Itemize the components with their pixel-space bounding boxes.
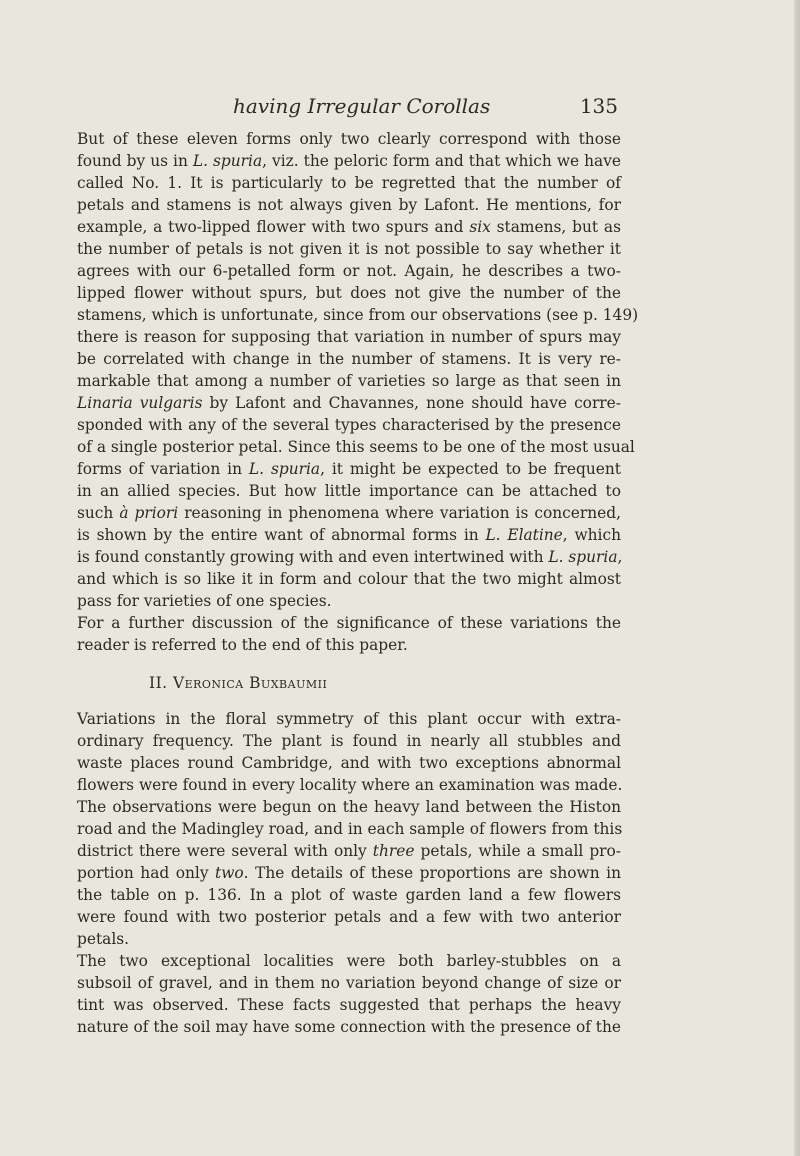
text-line: stamens, which is unfortunate, since from our observations (see p. 149): [77, 306, 639, 324]
text-line: called No. 1. It is particularly to be regretted that the number of: [77, 174, 621, 192]
text-line: The two exceptional localities were both barley-stubbles on a: [77, 952, 621, 970]
text-line: be correlated with change in the number of stamens. It is very re-: [77, 350, 621, 368]
text-line: there is reason for supposing that variation in number of spurs may: [77, 328, 621, 346]
body-text: [77, 128, 639, 1038]
text-line: tint was observed. These facts suggested that perhaps the heavy: [77, 996, 621, 1014]
text-line: The observations were begun on the heavy land between the Histon: [77, 798, 621, 816]
text-line: Variations in the floral symmetry of this plant occur with extra-: [77, 710, 621, 728]
page-number: 135: [579, 94, 618, 118]
text-line: were found with two posterior petals and a few with two anterior: [77, 908, 621, 926]
text-line: of a single posterior petal. Since this seems to be one of the most usual: [77, 438, 635, 456]
text-line: forms of variation in L. spuria, it might be expected to be frequent: [77, 460, 621, 478]
section-heading: [77, 672, 621, 694]
text-line: agrees with our 6-petalled form or not. Again, he describes a two-: [77, 262, 621, 280]
text-line: the table on p. 136. In a plot of waste garden land a few flowers: [77, 886, 621, 904]
text-line: ordinary frequency. The plant is found in nearly all stubbles and: [77, 732, 621, 750]
text-line: is found constantly growing with and even intertwined with L. spuria,: [77, 548, 623, 566]
text-line: nature of the soil may have some connection with the presence of the: [77, 1018, 622, 1036]
text-line: flowers were found in every locality where an examination was made.: [77, 776, 623, 794]
text-line: petals and stamens is not always given by Lafont. He mentions, for: [77, 196, 621, 214]
text-line: Linaria vulgaris by Lafont and Chavannes, none should have corre-: [77, 394, 621, 412]
text-line: reader is referred to the end of this paper.: [77, 636, 408, 654]
text-line: portion had only two. The details of these proportions are shown in: [77, 864, 621, 882]
page-header: [0, 94, 800, 124]
text-line: But of these eleven forms only two clearly correspond with those: [77, 130, 621, 148]
text-line: in an allied species. But how little importance can be attached to: [77, 482, 621, 500]
text-line: subsoil of gravel, and in them no variation beyond change of size or: [77, 974, 621, 992]
text-line: petals.: [77, 930, 130, 948]
text-line: found by us in L. spuria, viz. the peloric form and that which we have: [77, 152, 621, 170]
paragraph-1: [77, 128, 639, 612]
text-line: district there were several with only three petals, while a small pro-: [77, 842, 621, 860]
text-line: and which is so like it in form and colour that the two might almost: [77, 570, 621, 588]
text-line: waste places round Cambridge, and with two exceptions abnormal: [77, 754, 621, 772]
text-line: such à priori reasoning in phenomena where variation is concerned,: [77, 504, 621, 522]
paragraph-3: [77, 708, 621, 950]
text-line: road and the Madingley road, and in each sample of flowers from this: [77, 820, 623, 838]
text-line: the number of petals is not given it is not possible to say whether it: [77, 240, 621, 258]
text-line: For a further discussion of the significance of these variations the: [77, 614, 621, 632]
text-line: lipped flower without spurs, but does not give the number of the: [77, 284, 621, 302]
paragraph-2: [77, 612, 621, 656]
paragraph-4: [77, 950, 621, 1038]
section-numeral: II.: [149, 674, 168, 692]
section-title: Veronica Buxbaumii: [172, 674, 328, 692]
page-edge: [794, 0, 800, 1156]
text-line: sponded with any of the several types characterised by the presence: [77, 416, 621, 434]
text-line: pass for varieties of one species.: [77, 592, 332, 610]
running-title: having Irregular Corollas: [233, 94, 491, 118]
text-line: markable that among a number of varieties so large as that seen in: [77, 372, 621, 390]
text-line: is shown by the entire want of abnormal forms in L. Elatine, which: [77, 526, 622, 544]
text-line: example, a two-lipped flower with two spurs and six stamens, but as: [77, 218, 621, 236]
